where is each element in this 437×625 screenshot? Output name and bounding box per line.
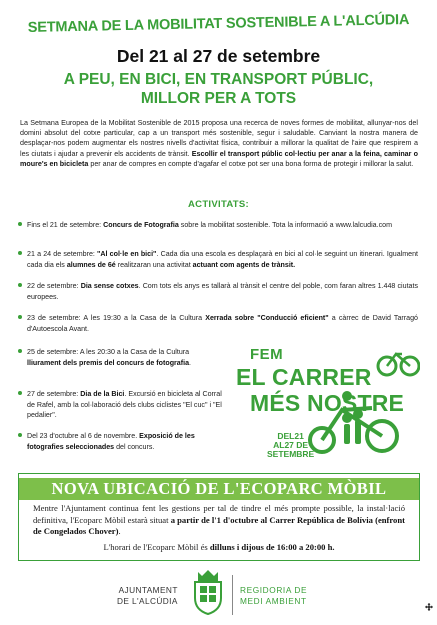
badge-dates: DEL21 AL27 DE SETEMBRE [267, 431, 315, 459]
badge-line-3: MÉS NOSTRE [250, 390, 405, 416]
slogan [0, 70, 437, 108]
activity-item: 21 a 24 de setembre: "Al col·le en bici". Cada dia una escola es desplaçarà en bici al col·le seguint un itinerari. Igualment cada dia els alumnes de 6é realitzaran una activitat actuant com agents de trànsit. [18, 249, 418, 270]
activity-item: 27 de setembre: Dia de la Bici. Excursió en bicicleta al Corral de Rafel, amb la col·laboració dels clubs ciclistes "El cuc" i "El pedalier". [18, 389, 223, 421]
activity-item: 22 de setembre: Dia sense cotxes. Com tots els anys es tallarà al trànsit el centre del poble, com faran altres 1.448 ciutats europees. [18, 281, 418, 302]
bullet-icon [18, 391, 22, 395]
intro-text-1: La Setmana Europea de la Mobilitat Sostenible de 2015 proposa una recerca de noves formes de mobilitat, allunyar-nos del domini absolut del cotxe particular, cap a un transport més sostenible, segur i saludable. Canviant la nostra manera de desplaçar-nos podem augmentar els nostres nivells d'activitat física, contribuir a millorar la qualitat de l'aire que respirem a les ciutats i ajudar a prevenir els accidents de trànsit. [20, 119, 418, 158]
badge-line-2: EL CARRER [236, 364, 372, 390]
bullet-icon [18, 349, 22, 353]
slogan-line-1: A PEU, EN BICI, EN TRANSPORT PÚBLIC, [63, 71, 374, 88]
poster-title: SETMANA DE LA MOBILITAT SOSTENIBLE A L'ALCÚDIA [27, 12, 410, 36]
footer-divider [232, 575, 233, 615]
ecoparc-title: NOVA UBICACIÓ DE L'ECOPARC MÒBIL [19, 478, 419, 500]
slogan-line-2: MILLOR PER A TOTS [140, 90, 297, 107]
bullet-icon [18, 283, 22, 287]
town-council-name: AJUNTAMENT DE L'ALCÚDIA [117, 585, 178, 606]
activity-item: Fins el 21 de setembre: Concurs de Fotografia sobre la mobilitat sostenible. Tota la informació a www.lalcudia.com [18, 220, 418, 231]
intro-highlight: Escollir el transport públic col·lectiu per anar a la feina, caminar o moure's en bicicleta [20, 149, 419, 168]
activity-item: Del 23 d'octubre al 6 de novembre. Exposició de les fotografies seleccionades del concurs. [18, 431, 223, 452]
coat-of-arms-icon [190, 568, 226, 616]
intro-text-2: per anar de compres en compte d'agafar el cotxe pot ser una bona forma de protegir i millorar la salut. [90, 159, 414, 168]
bullet-icon [18, 251, 22, 255]
ecoparc-location-text: Mentre l'Ajuntament continua fent les gestions per tal de tindre el més prompte possible, la instal·lació definitiva, l'Ecoparc Mòbil estarà situat a partir de l'1 d'octubre al Carrer República de Bolívia (enfront de Congelados Chover). [33, 503, 405, 537]
activity-item: 25 de setembre: A les 20:30 a la Casa de la Cultura lliurament dels premis del concurs de fotografia. [18, 347, 223, 368]
bullet-icon [18, 433, 22, 437]
badge-line-1: FEM [250, 346, 284, 363]
event-dates: Del 21 al 27 de setembre [116, 46, 321, 66]
ecoparc-notice [18, 473, 420, 561]
photo-contest-info: sobre la mobilitat sostenible. Tota la informació a www.lalcudia.com [178, 221, 392, 229]
intro-paragraph [20, 118, 418, 169]
campaign-badge [232, 340, 420, 458]
bullet-icon [18, 222, 22, 226]
environment-department-name: REGIDORIA DE MEDI AMBIENT [240, 585, 308, 606]
activities-title: ACTIVITATS: [188, 199, 249, 210]
activity-item: 23 de setembre: A les 19:30 a la Casa de la Cultura Xerrada sobre "Conducció eficient" a càrrec de David Tarragó d'Autoescola Avant. [18, 313, 418, 334]
bullet-icon [18, 315, 22, 319]
flower-icon [425, 603, 433, 611]
ecoparc-hours: L'horari de l'Ecoparc Mòbil és dilluns i dijous de 16:00 a 20:00 h. [103, 542, 335, 552]
